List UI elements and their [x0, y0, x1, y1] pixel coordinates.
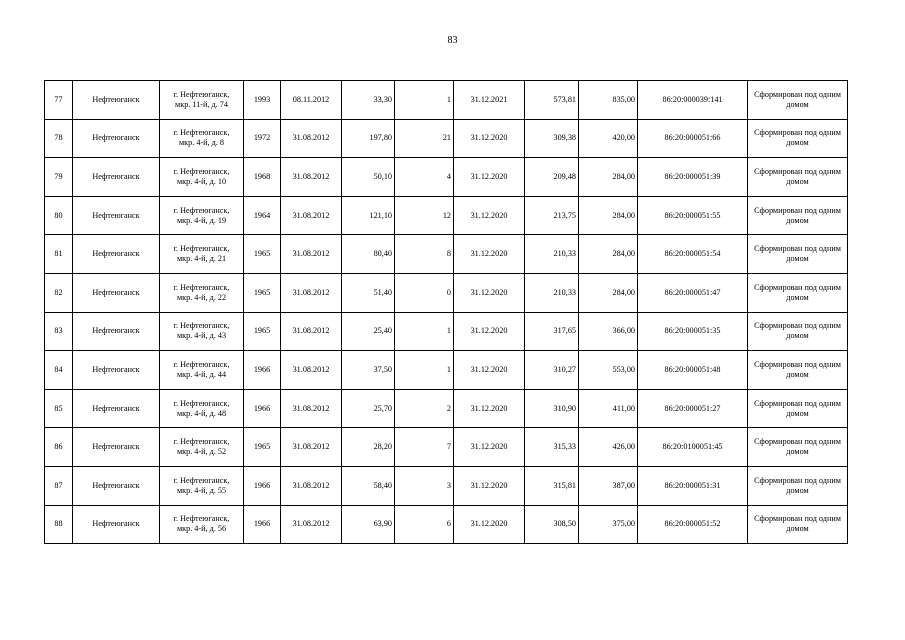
cost-value-2-cell: 553,00: [579, 351, 638, 390]
residents-count-cell: 7: [395, 428, 454, 467]
residents-count-cell: 12: [395, 196, 454, 235]
residents-count-cell: 21: [395, 119, 454, 158]
cost-value-2-cell: 426,00: [579, 428, 638, 467]
cost-value-cell: 573,81: [525, 81, 579, 120]
row-number-cell: 88: [45, 505, 73, 544]
cadastral-number-cell: 86:20:000051:54: [638, 235, 748, 274]
land-status-cell: Сформирован под одним домом: [748, 196, 848, 235]
city-name-cell: Нефтеюганск: [73, 428, 160, 467]
address-street-line: мкр. 4-й, д. 43: [176, 331, 227, 341]
row-number-cell: 86: [45, 428, 73, 467]
living-area-cell: 121,10: [342, 196, 395, 235]
address-cell: [160, 505, 244, 544]
recognition-date-cell: 08.11.2012: [281, 81, 342, 120]
address-city-line: г. Нефтеюганск,: [173, 321, 230, 331]
build-year-cell: 1993: [244, 81, 281, 120]
living-area-cell: 51,40: [342, 273, 395, 312]
residents-count-cell: 6: [395, 505, 454, 544]
table-row: [45, 273, 848, 312]
living-area-cell: 33,30: [342, 81, 395, 120]
recognition-date-cell: 31.08.2012: [281, 428, 342, 467]
cadastral-number-cell: 86:20:000051:39: [638, 158, 748, 197]
address-city-line: г. Нефтеюганск,: [173, 89, 230, 99]
land-status-cell: Сформирован под одним домом: [748, 158, 848, 197]
address-street-line: мкр. 4-й, д. 48: [176, 408, 227, 418]
cost-value-cell: 317,65: [525, 312, 579, 351]
cadastral-number-cell: 86:20:000051:48: [638, 351, 748, 390]
address-cell: [160, 235, 244, 274]
recognition-date-cell: 31.08.2012: [281, 505, 342, 544]
city-name-cell: Нефтеюганск: [73, 158, 160, 197]
planned-resettlement-date-cell: 31.12.2020: [454, 158, 525, 197]
residents-count-cell: 4: [395, 158, 454, 197]
cost-value-cell: 213,75: [525, 196, 579, 235]
cost-value-cell: 315,81: [525, 466, 579, 505]
residents-count-cell: 1: [395, 81, 454, 120]
table-row: [45, 466, 848, 505]
table-row: [45, 196, 848, 235]
address-city-line: г. Нефтеюганск,: [173, 475, 230, 485]
build-year-cell: 1964: [244, 196, 281, 235]
cost-value-2-cell: 284,00: [579, 158, 638, 197]
cost-value-2-cell: 284,00: [579, 196, 638, 235]
recognition-date-cell: 31.08.2012: [281, 389, 342, 428]
city-name-cell: Нефтеюганск: [73, 119, 160, 158]
recognition-date-cell: 31.08.2012: [281, 119, 342, 158]
row-number-cell: 77: [45, 81, 73, 120]
cost-value-cell: 310,90: [525, 389, 579, 428]
row-number-cell: 82: [45, 273, 73, 312]
build-year-cell: 1966: [244, 351, 281, 390]
address-street-line: мкр. 4-й, д. 10: [176, 176, 227, 186]
cadastral-number-cell: 86:20:000051:47: [638, 273, 748, 312]
address-cell: [160, 466, 244, 505]
recognition-date-cell: 31.08.2012: [281, 466, 342, 505]
city-name-cell: Нефтеюганск: [73, 351, 160, 390]
city-name-cell: Нефтеюганск: [73, 196, 160, 235]
city-name-cell: Нефтеюганск: [73, 235, 160, 274]
address-street-line: мкр. 4-й, д. 19: [176, 215, 227, 225]
city-name-cell: Нефтеюганск: [73, 389, 160, 428]
cost-value-2-cell: 387,00: [579, 466, 638, 505]
build-year-cell: 1965: [244, 312, 281, 351]
cadastral-number-cell: 86:20:000051:66: [638, 119, 748, 158]
build-year-cell: 1966: [244, 505, 281, 544]
cadastral-number-cell: 86:20:000051:27: [638, 389, 748, 428]
build-year-cell: 1965: [244, 273, 281, 312]
row-number-cell: 79: [45, 158, 73, 197]
table-row: [45, 428, 848, 467]
housing-registry-table: [44, 80, 848, 544]
land-status-cell: Сформирован под одним домом: [748, 466, 848, 505]
cadastral-number-cell: 86:20:000051:31: [638, 466, 748, 505]
cadastral-number-cell: 86:20:0100051:45: [638, 428, 748, 467]
cost-value-2-cell: 375,00: [579, 505, 638, 544]
city-name-cell: Нефтеюганск: [73, 273, 160, 312]
land-status-cell: Сформирован под одним домом: [748, 119, 848, 158]
build-year-cell: 1968: [244, 158, 281, 197]
cost-value-cell: 310,27: [525, 351, 579, 390]
planned-resettlement-date-cell: 31.12.2020: [454, 505, 525, 544]
address-street-line: мкр. 4-й, д. 56: [176, 524, 227, 534]
city-name-cell: Нефтеюганск: [73, 81, 160, 120]
address-city-line: г. Нефтеюганск,: [173, 282, 230, 292]
build-year-cell: 1966: [244, 389, 281, 428]
row-number-cell: 80: [45, 196, 73, 235]
address-city-line: г. Нефтеюганск,: [173, 514, 230, 524]
table-body: [45, 81, 848, 544]
residents-count-cell: 1: [395, 312, 454, 351]
table-row: [45, 81, 848, 120]
cadastral-number-cell: 86:20:000039:141: [638, 81, 748, 120]
planned-resettlement-date-cell: 31.12.2020: [454, 428, 525, 467]
cadastral-number-cell: 86:20:000051:55: [638, 196, 748, 235]
recognition-date-cell: 31.08.2012: [281, 235, 342, 274]
address-city-line: г. Нефтеюганск,: [173, 128, 230, 138]
table-row: [45, 351, 848, 390]
living-area-cell: 80,40: [342, 235, 395, 274]
residents-count-cell: 1: [395, 351, 454, 390]
land-status-cell: Сформирован под одним домом: [748, 273, 848, 312]
cost-value-2-cell: 284,00: [579, 273, 638, 312]
address-city-line: г. Нефтеюганск,: [173, 359, 230, 369]
living-area-cell: 63,90: [342, 505, 395, 544]
table-row: [45, 158, 848, 197]
land-status-cell: Сформирован под одним домом: [748, 505, 848, 544]
city-name-cell: Нефтеюганск: [73, 505, 160, 544]
address-cell: [160, 119, 244, 158]
cadastral-number-cell: 86:20:000051:35: [638, 312, 748, 351]
residents-count-cell: 2: [395, 389, 454, 428]
cost-value-cell: 210,33: [525, 235, 579, 274]
row-number-cell: 87: [45, 466, 73, 505]
living-area-cell: 50,10: [342, 158, 395, 197]
planned-resettlement-date-cell: 31.12.2020: [454, 389, 525, 428]
build-year-cell: 1972: [244, 119, 281, 158]
address-city-line: г. Нефтеюганск,: [173, 398, 230, 408]
city-name-cell: Нефтеюганск: [73, 312, 160, 351]
residents-count-cell: 0: [395, 273, 454, 312]
address-street-line: мкр. 4-й, д. 55: [176, 485, 227, 495]
land-status-cell: Сформирован под одним домом: [748, 312, 848, 351]
build-year-cell: 1965: [244, 235, 281, 274]
land-status-cell: Сформирован под одним домом: [748, 428, 848, 467]
cost-value-2-cell: 411,00: [579, 389, 638, 428]
recognition-date-cell: 31.08.2012: [281, 273, 342, 312]
recognition-date-cell: 31.08.2012: [281, 351, 342, 390]
cost-value-cell: 209,48: [525, 158, 579, 197]
address-street-line: мкр. 4-й, д. 21: [176, 254, 227, 264]
address-street-line: мкр. 4-й, д. 22: [176, 292, 227, 302]
address-cell: [160, 351, 244, 390]
planned-resettlement-date-cell: 31.12.2021: [454, 81, 525, 120]
planned-resettlement-date-cell: 31.12.2020: [454, 119, 525, 158]
living-area-cell: 37,50: [342, 351, 395, 390]
address-street-line: мкр. 4-й, д. 44: [176, 369, 227, 379]
recognition-date-cell: 31.08.2012: [281, 158, 342, 197]
residents-count-cell: 3: [395, 466, 454, 505]
address-street-line: мкр. 11-й, д. 74: [175, 99, 228, 109]
table-row: [45, 505, 848, 544]
page-number: 83: [447, 35, 458, 46]
land-status-cell: Сформирован под одним домом: [748, 351, 848, 390]
cost-value-cell: 315,33: [525, 428, 579, 467]
table-row: [45, 235, 848, 274]
build-year-cell: 1965: [244, 428, 281, 467]
planned-resettlement-date-cell: 31.12.2020: [454, 196, 525, 235]
row-number-cell: 81: [45, 235, 73, 274]
planned-resettlement-date-cell: 31.12.2020: [454, 466, 525, 505]
cost-value-cell: 308,50: [525, 505, 579, 544]
living-area-cell: 25,40: [342, 312, 395, 351]
recognition-date-cell: 31.08.2012: [281, 196, 342, 235]
cost-value-2-cell: 835,00: [579, 81, 638, 120]
row-number-cell: 83: [45, 312, 73, 351]
planned-resettlement-date-cell: 31.12.2020: [454, 235, 525, 274]
address-city-line: г. Нефтеюганск,: [173, 205, 230, 215]
table-row: [45, 312, 848, 351]
address-street-line: мкр. 4-й, д. 8: [179, 138, 224, 148]
cost-value-cell: 309,38: [525, 119, 579, 158]
planned-resettlement-date-cell: 31.12.2020: [454, 351, 525, 390]
city-name-cell: Нефтеюганск: [73, 466, 160, 505]
address-cell: [160, 389, 244, 428]
table-row: [45, 119, 848, 158]
row-number-cell: 78: [45, 119, 73, 158]
build-year-cell: 1966: [244, 466, 281, 505]
living-area-cell: 197,80: [342, 119, 395, 158]
address-cell: [160, 158, 244, 197]
living-area-cell: 28,20: [342, 428, 395, 467]
address-city-line: г. Нефтеюганск,: [173, 437, 230, 447]
land-status-cell: Сформирован под одним домом: [748, 389, 848, 428]
cadastral-number-cell: 86:20:000051:52: [638, 505, 748, 544]
planned-resettlement-date-cell: 31.12.2020: [454, 273, 525, 312]
cost-value-cell: 210,33: [525, 273, 579, 312]
address-city-line: г. Нефтеюганск,: [173, 244, 230, 254]
land-status-cell: Сформирован под одним домом: [748, 81, 848, 120]
planned-resettlement-date-cell: 31.12.2020: [454, 312, 525, 351]
recognition-date-cell: 31.08.2012: [281, 312, 342, 351]
cost-value-2-cell: 420,00: [579, 119, 638, 158]
address-cell: [160, 312, 244, 351]
land-status-cell: Сформирован под одним домом: [748, 235, 848, 274]
address-cell: [160, 428, 244, 467]
cost-value-2-cell: 284,00: [579, 235, 638, 274]
table-row: [45, 389, 848, 428]
address-street-line: мкр. 4-й, д. 52: [176, 447, 227, 457]
row-number-cell: 84: [45, 351, 73, 390]
living-area-cell: 25,70: [342, 389, 395, 428]
address-cell: [160, 273, 244, 312]
living-area-cell: 58,40: [342, 466, 395, 505]
residents-count-cell: 8: [395, 235, 454, 274]
address-cell: [160, 81, 244, 120]
row-number-cell: 85: [45, 389, 73, 428]
cost-value-2-cell: 366,00: [579, 312, 638, 351]
address-city-line: г. Нефтеюганск,: [173, 166, 230, 176]
address-cell: [160, 196, 244, 235]
